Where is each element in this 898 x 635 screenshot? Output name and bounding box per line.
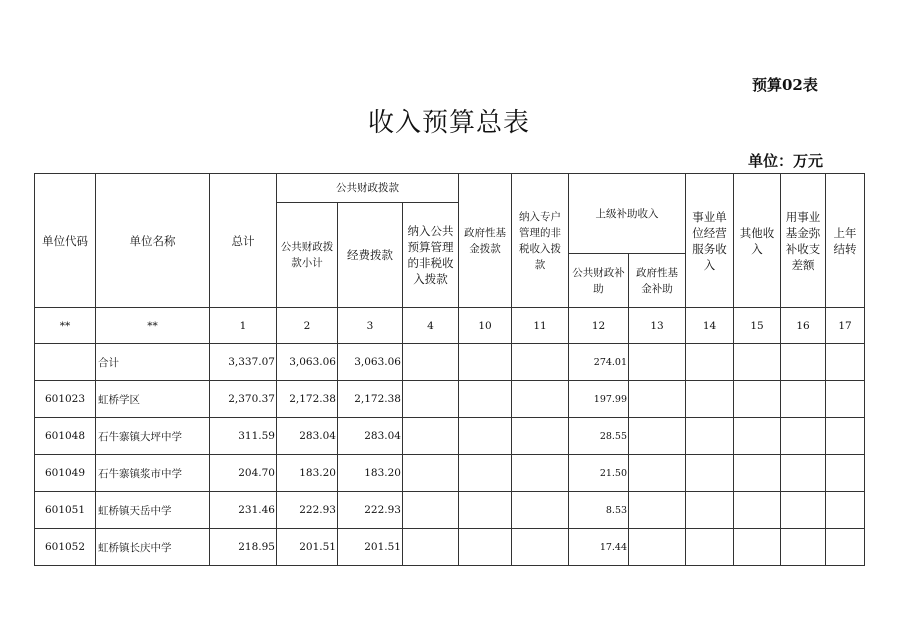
cell-expense: 222.93	[338, 492, 403, 529]
cell-empty	[403, 492, 459, 529]
unit-label: 单位：万元	[748, 152, 824, 170]
cell-empty	[629, 418, 686, 455]
index-cell: 12	[569, 308, 629, 344]
cell-empty	[781, 344, 826, 381]
index-cell: **	[35, 308, 96, 344]
cell-unit-code: 601049	[35, 455, 96, 492]
header-unit-name: 单位名称	[96, 174, 210, 308]
cell-empty	[781, 455, 826, 492]
cell-unit-code	[35, 344, 96, 381]
cell-empty	[403, 344, 459, 381]
cell-total: 204.70	[210, 455, 277, 492]
cell-empty	[781, 381, 826, 418]
index-cell: 13	[629, 308, 686, 344]
cell-empty	[686, 344, 734, 381]
cell-empty	[459, 529, 512, 566]
cell-subtotal: 201.51	[277, 529, 338, 566]
cell-expense: 2,172.38	[338, 381, 403, 418]
cell-empty	[403, 418, 459, 455]
cell-empty	[826, 529, 865, 566]
cell-empty	[781, 418, 826, 455]
cell-subtotal: 183.20	[277, 455, 338, 492]
cell-empty	[512, 529, 569, 566]
header-other-income: 其他收入	[734, 174, 781, 308]
cell-empty	[734, 418, 781, 455]
cell-unit-name: 合计	[96, 344, 210, 381]
cell-empty	[826, 418, 865, 455]
cell-unit-name: 石牛寨镇浆市中学	[96, 455, 210, 492]
table-row	[35, 381, 865, 418]
index-row	[35, 308, 865, 344]
cell-empty	[826, 344, 865, 381]
index-cell: 2	[277, 308, 338, 344]
cell-empty	[734, 529, 781, 566]
cell-empty	[734, 381, 781, 418]
cell-unit-code: 601051	[35, 492, 96, 529]
cell-empty	[686, 381, 734, 418]
cell-total: 218.95	[210, 529, 277, 566]
cell-subtotal: 3,063.06	[277, 344, 338, 381]
cell-empty	[734, 455, 781, 492]
cell-empty	[459, 381, 512, 418]
index-cell: 11	[512, 308, 569, 344]
header-expense-allocation: 经费拨款	[338, 203, 403, 308]
cell-empty	[512, 455, 569, 492]
cell-total: 2,370.37	[210, 381, 277, 418]
cell-empty	[629, 344, 686, 381]
table-row-total	[35, 344, 865, 381]
cell-empty	[686, 455, 734, 492]
cell-unit-name: 石牛寨镇大坪中学	[96, 418, 210, 455]
budget-table	[34, 173, 865, 566]
header-gov-fund-subsidy: 政府性基金补助	[629, 254, 686, 308]
header-superior-subsidy: 上级补助收入	[569, 174, 686, 254]
cell-empty	[459, 455, 512, 492]
cell-total: 231.46	[210, 492, 277, 529]
cell-unit-code: 601052	[35, 529, 96, 566]
index-cell: 16	[781, 308, 826, 344]
cell-unit-code: 601023	[35, 381, 96, 418]
header-non-tax-budget: 纳入公共预算管理的非税收入拨款	[403, 203, 459, 308]
cell-unit-name: 虹桥镇天岳中学	[96, 492, 210, 529]
index-cell: 10	[459, 308, 512, 344]
table-row	[35, 418, 865, 455]
cell-empty	[403, 529, 459, 566]
header-public-finance-subsidy: 公共财政补助	[569, 254, 629, 308]
cell-public-finance-subsidy: 17.44	[569, 529, 629, 566]
index-cell: 4	[403, 308, 459, 344]
table-row	[35, 492, 865, 529]
table-row	[35, 455, 865, 492]
cell-public-finance-subsidy: 21.50	[569, 455, 629, 492]
index-cell: **	[96, 308, 210, 344]
cell-total: 3,337.07	[210, 344, 277, 381]
cell-empty	[734, 344, 781, 381]
cell-empty	[734, 492, 781, 529]
header-business-fund-cover: 用事业基金弥补收支差额	[781, 174, 826, 308]
cell-empty	[781, 492, 826, 529]
header-unit-code: 单位代码	[35, 174, 96, 308]
header-special-non-tax: 纳入专户管理的非税收入拨款	[512, 174, 569, 308]
header-total: 总计	[210, 174, 277, 308]
cell-empty	[512, 344, 569, 381]
cell-empty	[686, 492, 734, 529]
index-cell: 3	[338, 308, 403, 344]
cell-empty	[781, 529, 826, 566]
header-carryover: 上年结转	[826, 174, 865, 308]
header-business-income: 事业单位经营服务收入	[686, 174, 734, 308]
cell-empty	[629, 455, 686, 492]
cell-unit-code: 601048	[35, 418, 96, 455]
index-cell: 15	[734, 308, 781, 344]
cell-empty	[686, 529, 734, 566]
cell-public-finance-subsidy: 8.53	[569, 492, 629, 529]
cell-unit-name: 虹桥镇长庆中学	[96, 529, 210, 566]
cell-empty	[459, 344, 512, 381]
cell-expense: 3,063.06	[338, 344, 403, 381]
index-cell: 14	[686, 308, 734, 344]
cell-expense: 201.51	[338, 529, 403, 566]
cell-empty	[512, 418, 569, 455]
header-public-finance: 公共财政拨款	[277, 174, 459, 203]
cell-public-finance-subsidy: 28.55	[569, 418, 629, 455]
cell-total: 311.59	[210, 418, 277, 455]
cell-empty	[629, 529, 686, 566]
cell-empty	[629, 381, 686, 418]
cell-empty	[512, 381, 569, 418]
cell-subtotal: 222.93	[277, 492, 338, 529]
cell-public-finance-subsidy: 274.01	[569, 344, 629, 381]
page-title: 收入预算总表	[367, 108, 530, 138]
cell-subtotal: 283.04	[277, 418, 338, 455]
cell-empty	[512, 492, 569, 529]
header-gov-fund: 政府性基金拨款	[459, 174, 512, 308]
cell-empty	[826, 455, 865, 492]
form-number: 预算02表	[752, 76, 818, 94]
cell-public-finance-subsidy: 197.99	[569, 381, 629, 418]
index-cell: 1	[210, 308, 277, 344]
table-row	[35, 529, 865, 566]
cell-empty	[826, 492, 865, 529]
cell-unit-name: 虹桥学区	[96, 381, 210, 418]
cell-expense: 283.04	[338, 418, 403, 455]
cell-empty	[403, 381, 459, 418]
header-public-finance-subtotal: 公共财政拨款小计	[277, 203, 338, 308]
cell-empty	[459, 418, 512, 455]
index-cell: 17	[826, 308, 865, 344]
cell-expense: 183.20	[338, 455, 403, 492]
cell-empty	[629, 492, 686, 529]
cell-empty	[459, 492, 512, 529]
cell-empty	[826, 381, 865, 418]
cell-empty	[686, 418, 734, 455]
cell-empty	[403, 455, 459, 492]
cell-subtotal: 2,172.38	[277, 381, 338, 418]
